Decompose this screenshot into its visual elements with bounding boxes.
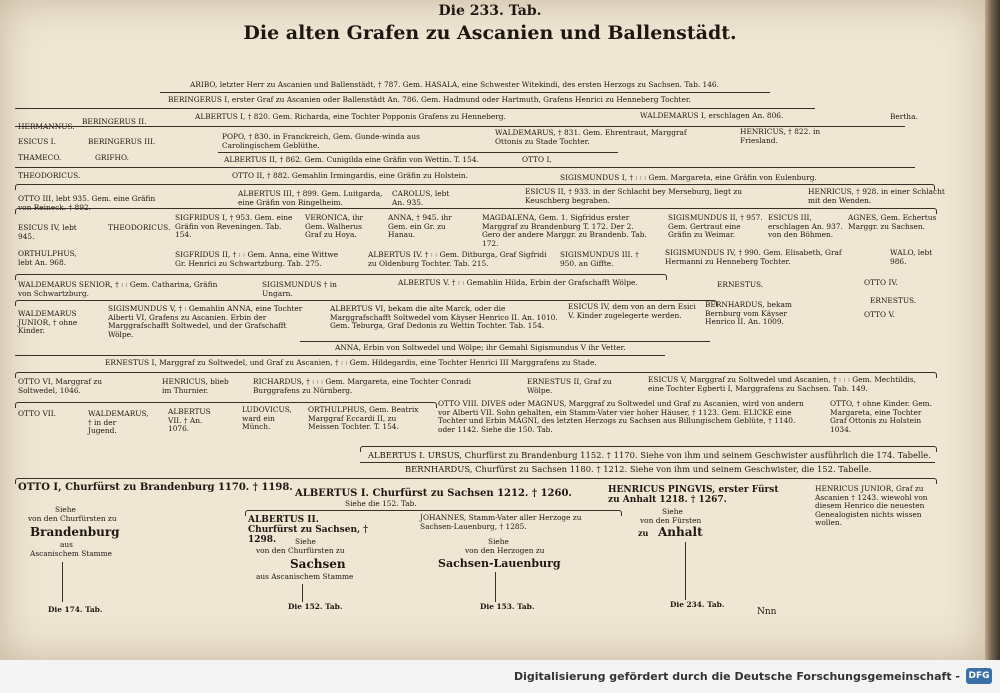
entry-waldemarus-senior: WALDEMARUS SENIOR, † ꞉ ꞉ Gem. Catharina, Gräfin von Schwartzburg. xyxy=(18,280,218,298)
entry-beringerus-3: BERINGERUS III. xyxy=(88,137,156,146)
entry-albertus-3: ALBERTUS III, † 899. Gem. Luitgarda, eine Gräfin von Ringelheim. xyxy=(238,189,383,207)
entry-henricus-2: HENRICUS, † 928. in einer Schlacht mit den Wenden. xyxy=(808,187,945,205)
entry-henricus-1: HENRICUS, † 822. in Friesland. xyxy=(740,127,821,145)
entry-bernhardus-2: BERNHARDUS, Churfürst zu Sachsen 1180. † 1212. Siehe von ihm und seinem Geschwister, die 152. Tabelle. xyxy=(405,464,872,474)
entry-esicus-3: ESICUS III, erschlagen An. 937. von den Böhmen. xyxy=(768,213,843,240)
entry-sigismundus-5: SIGISMUNDUS V, † ꞉ Gemahlin ANNA, eine Tochter Alberti VI, Grafens zu Ascanien. Erbin der Marggrafschafft Soltwedel, und der Grafschafft Wölpe. xyxy=(108,304,303,339)
label-brandenburg: Brandenburg xyxy=(30,525,120,539)
entry-otto-6: OTTO VI, Marggraf zu Soltwedel, 1046. xyxy=(18,377,103,395)
label-herzogen: von den Herzogen zu xyxy=(465,546,545,555)
entry-albertus-ursus: ALBERTUS I. URSUS, Churfürst zu Brandenburg 1152. † 1170. Siehe von ihm und seinem Geschwister ausführlich die 174. Tabelle. xyxy=(368,450,931,460)
entry-beringerus-1: BERINGERUS I, erster Graf zu Ascanien oder Ballenstädt An. 786. Gem. Hadmund oder Hartmuth, Grafens Henrici zu Henneberg Tochter. xyxy=(168,95,691,104)
entry-otto-1: OTTO I, xyxy=(522,155,552,164)
label-churfuersten-2: von den Churfürsten zu xyxy=(256,546,345,555)
entry-sigfridus-2: SIGFRIDUS II, † ꞉ ꞉ Gem. Anna, eine Wittwe Gr. Henrici zu Schwartzburg. Tab. 275. xyxy=(175,250,339,268)
rule xyxy=(15,167,915,168)
entry-hermannus: HERMANNUS. xyxy=(18,122,75,131)
otto-1-brandenburg: OTTO I, Churfürst zu Brandenburg 1170. † 1198. xyxy=(18,482,293,493)
entry-grifho: GRIFHO. xyxy=(95,153,129,162)
siehe-label: Siehe xyxy=(55,505,76,514)
entry-walo: WALO, lebt 986. xyxy=(890,248,933,266)
henricus-pingvis: HENRICUS PINGVIS, erster Fürst zu Anhalt 1218. † 1267. xyxy=(608,485,779,505)
signature-mark: Nnn xyxy=(757,607,777,617)
entry-carolus: CAROLUS, lebt An. 935. xyxy=(392,189,450,207)
footer-text: Digitalisierung gefördert durch die Deutsche Forschungsgemeinschaft - xyxy=(513,670,960,683)
bracket xyxy=(15,184,935,190)
entry-otto-7: OTTO VII. xyxy=(18,409,56,418)
entry-sigismundus-1: SIGISMUNDUS I, † ꞉ ꞉ ꞉ Gem. Margareta, eine Gräfin von Eulenburg. xyxy=(560,173,817,182)
entry-veronica: VERONICA, ihr Gem. Walherus Graf zu Hoya. xyxy=(305,213,364,240)
line xyxy=(302,584,303,602)
henricus-junior: HENRICUS JUNIOR, Graf zu Ascanien † 1243. wiewohl von diesem Henrico die neuesten Genealogisten nichts wissen wollen. xyxy=(815,484,928,528)
entry-otto-4: OTTO IV. xyxy=(864,278,898,287)
entry-waldemarus-3: WALDEMARUS, † in der Jugend. xyxy=(88,409,149,436)
entry-albertus-1: ALBERTUS I, † 820. Gem. Richarda, eine Tochter Popponis Grafens zu Henneberg. xyxy=(195,112,506,121)
entry-esicus-5: ESICUS V, Marggraf zu Soltwedel und Ascanien, † ꞉ ꞉ ꞉ Gem. Mechtildis, eine Tochter Egberti I, Marggrafens zu Sachsen. Tab. 149. xyxy=(648,375,917,393)
entry-ernestus: ERNESTUS. xyxy=(717,280,764,289)
entry-esicus-1: ESICUS I. xyxy=(18,137,56,146)
dfg-logo[interactable]: DFG xyxy=(966,668,992,684)
book-edge xyxy=(985,0,1000,660)
entry-albertus-4: ALBERTUS IV. † ꞉ ꞉ Gem. Ditburga, Graf Sigfridi zu Oldenburg Tochter. Tab. 215. xyxy=(368,250,547,268)
ref-tab-234: Die 234. Tab. xyxy=(670,600,725,609)
entry-ludovicus: LUDOVICUS, ward ein Münch. xyxy=(242,405,292,432)
rule xyxy=(160,92,770,93)
siehe-label: Siehe xyxy=(488,537,509,546)
siehe-152: Siehe die 152. Tab. xyxy=(345,499,417,508)
label-aus: aus xyxy=(60,540,73,549)
label-churfuersten: von den Churfürsten zu xyxy=(28,514,117,523)
label-sachsen: Sachsen xyxy=(290,557,346,571)
entry-otto-2: OTTO II, † 882. Gemahlin Irmingardis, eine Gräfin zu Holstein. xyxy=(232,171,468,180)
footer-bar xyxy=(0,660,1000,693)
entry-bertha: Bertha. xyxy=(890,112,918,121)
label-zu: zu xyxy=(638,528,649,538)
line xyxy=(495,572,496,602)
entry-esicus-4: ESICUS IV, lebt 945. xyxy=(18,223,77,241)
entry-otto-8: OTTO VIII. DIVES oder MAGNUS, Marggraf zu Soltwedel und Graf zu Ascanien, wird von andern vor Alberti VII. Sohn gehalten, ein Stamm-Vater vier hoher Häuser, † 1123. Gem. ELICKE eine Tochter und Erbin MAGNI, des letzten Herzogs zu Sachsen aus Billungischem Geblüte, † 1140. oder 1142. Siehe die 150. Tab. xyxy=(438,399,804,434)
entry-sigismundus-3: SIGISMUNDUS III. † 950. an Giffte. xyxy=(560,250,639,268)
albertus-1-sachsen: ALBERTUS I. Churfürst zu Sachsen 1212. † 1260. xyxy=(295,488,572,499)
entry-orthulphus-1: ORTHULPHUS, lebt An. 968. xyxy=(18,249,77,267)
entry-anna-2: ANNA, Erbin von Soltwedel und Wölpe; ihr Gemahl Sigismundus V ihr Vetter. xyxy=(335,343,626,352)
johannes-lauenburg: JOHANNES, Stamm-Vater aller Herzoge zu Sachsen-Lauenburg, † 1285. xyxy=(420,513,582,531)
entry-thameco: THAMECO. xyxy=(18,153,62,162)
entry-otto-kinder: OTTO, † ohne Kinder. Gem. Margareta, eine Tochter Graf Ottonis zu Holstein 1034. xyxy=(830,399,932,434)
albertus-2-sachsen: ALBERTUS II. Churfürst zu Sachsen, † 1298. xyxy=(248,515,368,545)
ref-tab-153: Die 153. Tab. xyxy=(480,602,535,611)
entry-sigismundus-ungarn: SIGISMUNDUS † in Ungarn. xyxy=(262,280,337,298)
entry-aribo: ARIBO, letzter Herr zu Ascanien und Ballenstädt, † 787. Gem. HASALA, eine Schwester Witekindi, des ersten Herzogs zu Sachsen. Tab. 146. xyxy=(190,80,719,89)
entry-waldemarus-1: WALDEMARUS I, erschlagen An. 806. xyxy=(640,111,784,120)
siehe-label: Siehe xyxy=(662,507,683,516)
label-ascanischem: Ascanischem Stamme xyxy=(30,549,113,558)
entry-ernestus-2b: ERNESTUS II, Graf zu Wölpe. xyxy=(527,377,612,395)
entry-albertus-7: ALBERTUS VII. † An. 1076. xyxy=(168,407,211,434)
entry-ernestus-2: ERNESTUS. xyxy=(870,296,917,305)
entry-waldemarus-2: WALDEMARUS, † 831. Gem. Ehrentraut, Marggraf Ottonis zu Stade Tochter. xyxy=(495,128,687,146)
entry-sigfridus-1: SIGFRIDUS I, † 953. Gem. eine Gräfin von Reveningen. Tab. 154. xyxy=(175,213,293,240)
rule xyxy=(360,462,935,463)
entry-agnes: AGNES, Gem. Echertus Marggr. zu Sachsen. xyxy=(848,213,937,231)
entry-richardus: RICHARDUS, † ꞉ ꞉ ꞉ Gem. Margareta, eine Tochter Conradi Burggrafens zu Nürnberg. xyxy=(253,377,472,395)
entry-popo: POPO, † 830. in Franckreich, Gem. Gunde-winda aus Carolingischem Geblüthe. xyxy=(222,132,420,150)
entry-bernhardus-1: BERNHARDUS, bekam Bernburg vom Käyser Henrico II. An. 1009. xyxy=(705,300,792,327)
entry-orthulphus-2: ORTHULPHUS, Gem. Beatrix Marggraf Eccardi II, zu Meissen Tochter. T. 154. xyxy=(308,405,419,432)
line xyxy=(685,542,686,600)
entry-henricus-3: HENRICUS, blieb im Thurnier. xyxy=(162,377,229,395)
entry-beringerus-2: BERINGERUS II. xyxy=(82,117,147,126)
ref-tab-174: Die 174. Tab. xyxy=(48,605,103,614)
siehe-label: Siehe xyxy=(295,537,316,546)
label-anhalt: Anhalt xyxy=(658,525,703,539)
page-title: Die alten Grafen zu Ascanien und Ballenstädt. xyxy=(243,22,737,44)
entry-albertus-5: ALBERTUS V. † ꞉ ꞉ Gemahlin Hilda, Erbin der Grafschafft Wölpe. xyxy=(398,278,638,287)
entry-esicus-2: ESICUS II, † 933. in der Schlacht bey Merseburg, liegt zu Keuschberg begraben. xyxy=(525,187,742,205)
entry-otto-3: OTTO III, lebt 935. Gem. eine Gräfin von Reineck. † 892. xyxy=(18,194,156,212)
table-number: Die 233. Tab. xyxy=(438,3,542,19)
rule xyxy=(15,355,665,356)
line xyxy=(62,562,63,602)
entry-albertus-6: ALBERTUS VI, bekam die alte Marck, oder die Marggrafschafft Soltwedel vom Käyser Henrico II. An. 1010. Gem. Teburga, Graf Dedonis zu Wettin Tochter. Tab. 154. xyxy=(330,304,558,331)
entry-ernestus-1: ERNESTUS I, Marggraf zu Soltwedel, und Graf zu Ascanien, † ꞉ ꞉ Gem. Hildegardis, eine Tochter Henrici III Marggrafens zu Stade. xyxy=(105,358,597,367)
entry-albertus-2: ALBERTUS II, † 862. Gem. Cunigilda eine Gräfin von Wettin. T. 154. xyxy=(224,155,479,164)
entry-sigismundus-4: SIGISMUNDUS IV, † 990. Gem. Elisabeth, Graf Hermanni zu Henneberg Tochter. xyxy=(665,248,842,266)
rule xyxy=(15,108,815,109)
ref-tab-152: Die 152. Tab. xyxy=(288,602,343,611)
entry-otto-5: OTTO V. xyxy=(864,310,895,319)
entry-magdalena: MAGDALENA, Gem. 1. Sigfridus erster Marggraf zu Brandenburg T. 172. Der 2. Gero der andere Marggr. zu Brandenb. Tab. 172. xyxy=(482,213,647,248)
entry-esicus-4b: ESICUS IV, dem von an dern Esici V. Kinder zugelegerte werden. xyxy=(568,302,696,320)
rule xyxy=(300,341,710,342)
rule xyxy=(218,152,618,153)
entry-theodoricus-2: THEODORICUS. xyxy=(108,223,171,232)
label-ascanischem-2: aus Ascanischem Stamme xyxy=(256,572,354,581)
entry-anna-1: ANNA, † 945. ihr Gem. ein Gr. zu Hanau. xyxy=(388,213,452,240)
label-sachsen-lauenburg: Sachsen-Lauenburg xyxy=(438,557,561,570)
entry-theodoricus: THEODORICUS. xyxy=(18,171,81,180)
entry-sigismundus-2: SIGISMUNDUS II, † 957. Gem. Gertraut eine Gräfin zu Weimar. xyxy=(668,213,763,240)
label-fuersten: von den Fürsten xyxy=(640,516,702,525)
entry-waldemarus-junior: WALDEMARUS JUNIOR, † ohne Kinder. xyxy=(18,309,78,336)
